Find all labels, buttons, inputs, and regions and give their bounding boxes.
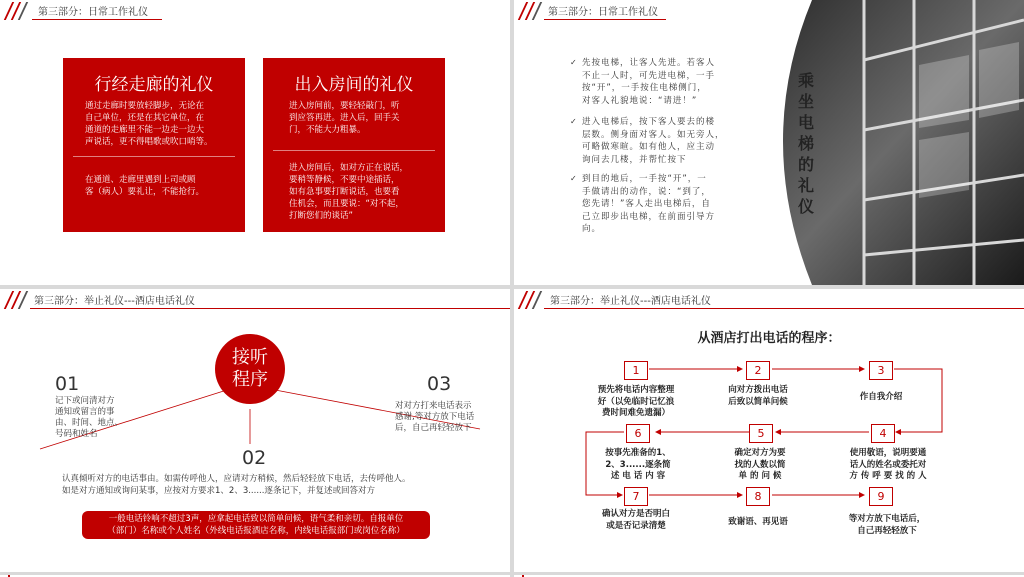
slide-header	[0, 0, 510, 22]
step-number-01: 01	[55, 373, 80, 395]
answer-procedure-circle: 接听 程序	[215, 334, 285, 404]
check-icon: ✓	[570, 174, 578, 183]
step-text: 使用敬语，说明要通 话人的姓名或委托对 方 传 呼 要 找 的 人	[849, 448, 927, 481]
step-text: 向对方拨出电话 后致以简单问候	[728, 385, 788, 407]
elevator-item: ✓ 到目的地后，一手按“开”，一 手做请出的动作，说：“到了， 您先请！”客人走出电梯后，自 己立即步出电梯，在前面引导方 向。	[570, 174, 716, 234]
elevator-item: ✓ 先按电梯，让客人先进。若客人 不止一人时，可先进电梯，一手 按“开”，一手按住电梯侧门， 对客人礼貌地说：“请进！”	[570, 58, 716, 106]
step-text-01: 记下或问清对方 通知或留言的事 由、时间、地点、 号码和姓名	[55, 396, 124, 439]
step-number-box: 6	[626, 424, 650, 443]
step-number-box: 4	[871, 424, 895, 443]
step-number-box: 8	[746, 487, 770, 506]
header-title: 第三部分：举止礼仪---酒店电话礼仪	[34, 296, 195, 307]
step-text: 等对方放下电话后， 自己再轻轻放下	[848, 514, 926, 536]
step-text: 作自我介绍	[859, 392, 903, 402]
step-number-02: 02	[242, 447, 267, 469]
slide-answer-phone-procedure[interactable]	[0, 289, 510, 572]
elevator-item: ✓ 进入电梯后，按下客人要去的楼 层数。侧身面对客人。如无旁人， 可略做寒暄。如有他人，应主动 询问去几楼，并帮忙按下	[570, 117, 725, 165]
step-number-box: 7	[624, 487, 648, 506]
corridor-etiquette-box	[63, 58, 245, 232]
box-paragraph: 进入房间前，要轻轻敲门，听 到应答再进。进入后，回手关 门，不能大力粗暴。	[289, 101, 400, 135]
step-number-box: 9	[869, 487, 893, 506]
header-underline	[544, 19, 666, 20]
box-paragraph: 进入房间后，如对方正在说话， 要稍等静候，不要中途插话， 如有急事要打断说话，也要看 住机会，而且要说：“对不起， 打断您们的谈话”	[289, 163, 409, 221]
step-number-box: 1	[624, 361, 648, 380]
step-text-03: 对对方打来电话表示 感谢,等对方放下电话 后，自己再轻轻放下	[395, 401, 475, 433]
step-text: 按事先准备的1、 2、3......逐条简 述 电 话 内 容	[605, 448, 671, 481]
check-icon: ✓	[570, 117, 578, 126]
header-underline	[32, 19, 162, 20]
box-title: 出入房间的礼仪	[294, 75, 414, 95]
box-title: 行经走廊的礼仪	[94, 75, 214, 95]
step-number-box: 5	[749, 424, 773, 443]
header-title: 第三部分：日常工作礼仪	[38, 7, 148, 18]
box-paragraph: 通过走廊时要放轻脚步，无论在 自己单位，还是在其它单位，在 通道的走廊里不能一边走一边大 声说话，更不得唱歌或吹口哨等。	[85, 101, 213, 147]
check-icon: ✓	[570, 58, 578, 67]
slide-outgoing-call-procedure[interactable]	[514, 289, 1024, 572]
vertical-title: 乘坐电梯的礼仪	[797, 71, 814, 216]
step-text: 确定对方为要 找的人数以简 单 的 问 候	[734, 448, 786, 481]
box-divider	[73, 156, 235, 157]
step-text-02: 认真倾听对方的电话事由。如需传呼他人，应请对方稍候，然后轻轻放下电话，去传呼他人。 如是对方通知或询问某事，应按对方要求1、2、3......逐条记下，并复述或回答对方	[62, 474, 411, 496]
step-number-03: 03	[427, 373, 452, 395]
step-number-box: 2	[746, 361, 770, 380]
step-text: 确认对方是否明白 或是否记录清楚	[601, 509, 670, 531]
box-paragraph: 在通道、走廊里遇到上司或顾 客（病人）要礼让，不能抢行。	[85, 175, 205, 197]
box-divider	[273, 150, 435, 151]
step-text: 预先将电话内容整理 好（以免临时记忆浪 费时间难免遗漏）	[597, 385, 675, 418]
procedure-title: 从酒店打出电话的程序：	[697, 331, 841, 346]
room-entry-etiquette-box	[263, 58, 445, 232]
step-number-box: 3	[869, 361, 893, 380]
slide-daily-etiquette-corridor[interactable]	[0, 0, 510, 285]
slide-elevator-etiquette[interactable]	[514, 0, 1024, 285]
step-text: 致谢语、再见语	[728, 517, 788, 527]
ring-rule-note: 一般电话铃响不超过3声，应拿起电话致以简单问候，语气柔和亲切。自报单位 （部门）名称或个人姓名（外线电话报酒店名称，内线电话报部门或岗位名称）	[82, 511, 430, 539]
header-title: 第三部分：日常工作礼仪	[548, 7, 658, 18]
header-title: 第三部分：举止礼仪---酒店电话礼仪	[550, 296, 711, 307]
